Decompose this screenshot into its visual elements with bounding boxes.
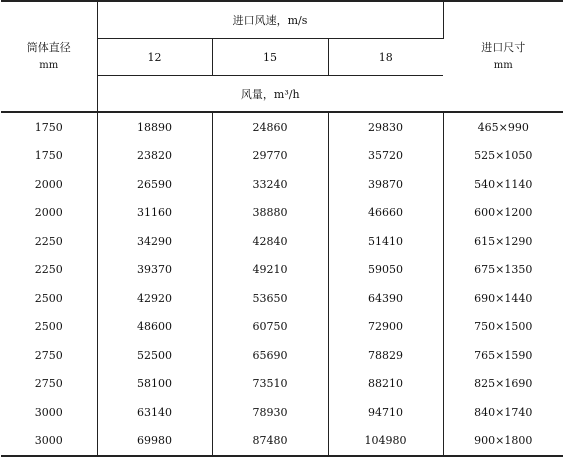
table-row	[1, 284, 563, 313]
cell-flow-15: 24860	[212, 112, 328, 142]
cell-diameter: 2750	[1, 370, 97, 399]
inlet-parameter-table	[1, 0, 563, 457]
cell-flow-15: 33240	[212, 170, 328, 199]
cell-diameter: 1750	[1, 112, 97, 142]
cell-flow-12: 58100	[97, 370, 212, 399]
cell-inlet-size: 615×1290	[474, 234, 533, 248]
cell-flow-18: 35720	[328, 142, 443, 171]
header-flow-sep: ，	[262, 87, 274, 101]
cell-flow-15: 60750	[212, 313, 328, 342]
table-row	[1, 341, 563, 370]
cell-flow-12: 34290	[97, 227, 212, 256]
header-speed-12: 12	[97, 39, 212, 76]
header-diameter-unit: mm	[39, 59, 59, 71]
cell-diameter: 2500	[1, 284, 97, 313]
cell-inlet-size: 540×1140	[474, 177, 533, 191]
cell-flow-18: 59050	[328, 256, 443, 285]
cell-flow-15: 38880	[212, 199, 328, 228]
header-size-label: 进口尺寸	[481, 40, 526, 54]
cell-diameter: 3000	[1, 398, 97, 427]
cell-flow-12: 31160	[97, 199, 212, 228]
header-diameter-label: 筒体直径	[26, 40, 71, 54]
table-row	[1, 170, 563, 199]
header-speed-15: 15	[212, 39, 328, 76]
cell-flow-18: 64390	[328, 284, 443, 313]
header-size	[443, 1, 563, 112]
table-row	[1, 227, 563, 256]
cell-flow-12: 48600	[97, 313, 212, 342]
cell-inlet-size: 690×1440	[474, 291, 533, 305]
table-row	[1, 370, 563, 399]
cell-flow-18: 46660	[328, 199, 443, 228]
cell-flow-12: 23820	[97, 142, 212, 171]
cell-flow-15: 42840	[212, 227, 328, 256]
header-flow-unit: m³/h	[273, 87, 300, 101]
cell-flow-18: 78829	[328, 341, 443, 370]
cell-flow-12: 26590	[97, 170, 212, 199]
cell-inlet-size: 900×1800	[443, 427, 563, 457]
cell-flow-12: 63140	[97, 398, 212, 427]
header-speed-label: 进口风速	[232, 14, 277, 27]
table-row	[1, 427, 563, 457]
cell-inlet-size: 825×1690	[474, 377, 533, 391]
cell-inlet-size: 465×990	[477, 120, 529, 134]
cell-diameter: 2000	[1, 170, 97, 199]
cell-flow-12: 69980	[97, 427, 212, 457]
header-flow-label: 风量	[240, 87, 263, 101]
cell-flow-15: 87480	[212, 427, 328, 457]
cell-flow-15: 53650	[212, 284, 328, 313]
cell-flow-15: 29770	[212, 142, 328, 171]
cell-flow-18: 72900	[328, 313, 443, 342]
cell-inlet-size: 675×1350	[474, 263, 533, 277]
cell-flow-18: 29830	[328, 112, 443, 142]
header-speed-sep: ，	[276, 14, 288, 27]
cell-flow-18: 88210	[328, 370, 443, 399]
header-diameter	[1, 1, 97, 112]
table-row	[1, 313, 563, 342]
cell-flow-18: 39870	[328, 170, 443, 199]
cell-inlet-size: 600×1200	[474, 206, 533, 220]
cell-flow-15: 73510	[212, 370, 328, 399]
cell-inlet-size: 525×1050	[474, 149, 533, 163]
cell-inlet-size: 765×1590	[474, 348, 533, 362]
cell-flow-15: 78930	[212, 398, 328, 427]
cell-inlet-size: 750×1500	[474, 320, 533, 334]
header-speed-18: 18	[328, 39, 443, 76]
cell-flow-12: 42920	[97, 284, 212, 313]
cell-diameter: 2250	[1, 227, 97, 256]
cell-flow-18: 104980	[328, 427, 443, 457]
cell-diameter: 3000	[1, 427, 97, 457]
cell-flow-15: 65690	[212, 341, 328, 370]
table-row	[1, 398, 563, 427]
header-speed-unit: m/s	[287, 14, 308, 27]
header-flow	[97, 76, 443, 113]
header-speed	[97, 1, 443, 39]
cell-flow-12: 39370	[97, 256, 212, 285]
cell-diameter: 2500	[1, 313, 97, 342]
header-size-unit: mm	[493, 59, 513, 71]
table-body	[1, 112, 563, 456]
table-row	[1, 112, 563, 142]
cell-inlet-size: 840×1740	[474, 405, 533, 419]
cell-diameter: 1750	[1, 142, 97, 171]
cell-flow-12: 18890	[97, 112, 212, 142]
cell-flow-12: 52500	[97, 341, 212, 370]
cell-flow-18: 51410	[328, 227, 443, 256]
table-row	[1, 199, 563, 228]
table-row	[1, 256, 563, 285]
cell-flow-15: 49210	[212, 256, 328, 285]
cell-diameter: 2750	[1, 341, 97, 370]
cell-diameter: 2000	[1, 199, 97, 228]
cell-flow-18: 94710	[328, 398, 443, 427]
table-row	[1, 142, 563, 171]
cell-diameter: 2250	[1, 256, 97, 285]
